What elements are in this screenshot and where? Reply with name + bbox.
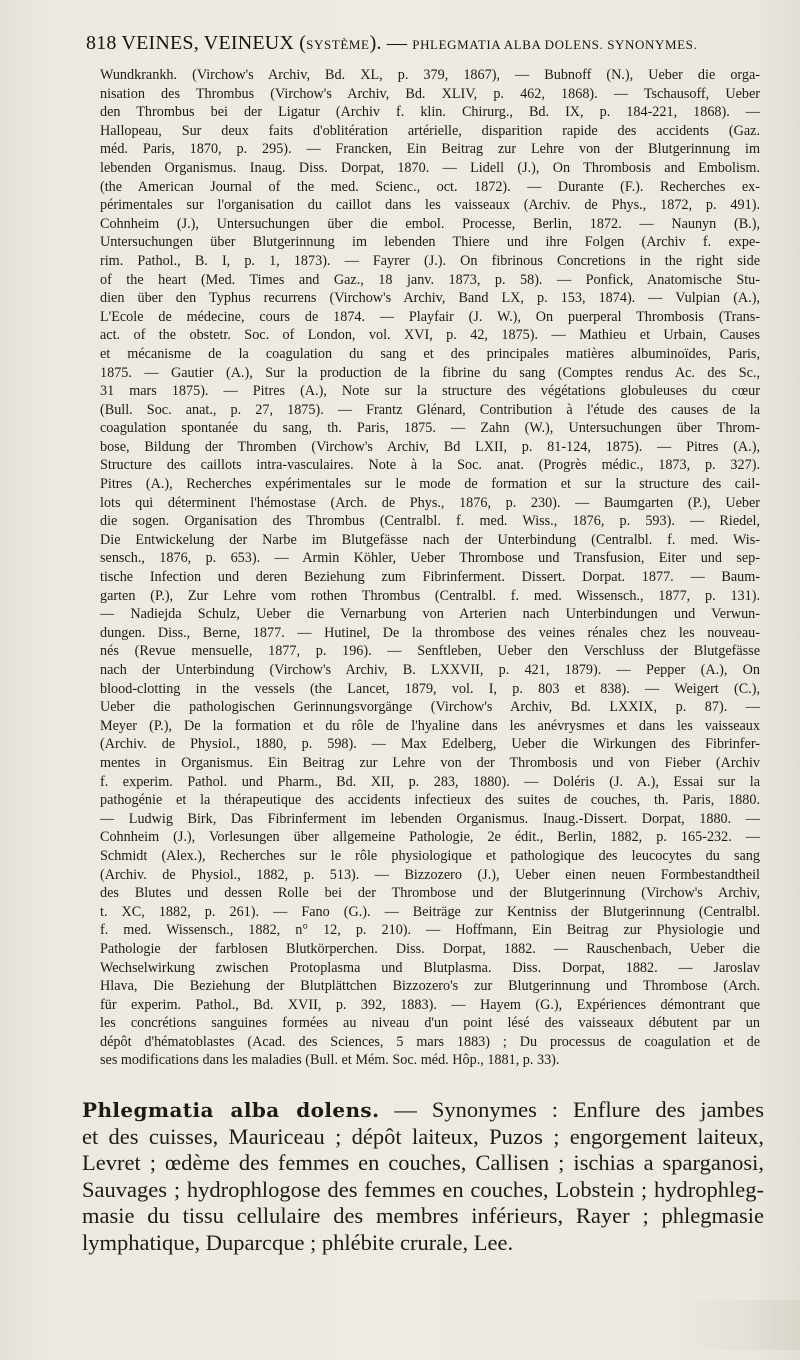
bibliography-block <box>100 66 760 1070</box>
bibliography-line: of the heart (Med. Times and Gaz., 18 janv. 1873, p. 58). — Ponfick, Anatomische Stu- <box>100 271 760 288</box>
bibliography-line: sensch., 1876, p. 653). — Armin Köhler, Ueber Thrombose und Transfusion, Eiter und sep- <box>100 550 760 567</box>
bibliography-line: tische Infection und deren Beziehung zum Fibrinferment. Dissert. Dorpat. 1877. — Baum- <box>100 569 760 586</box>
bibliography-line: (Archiv. de Physiol., 1880, p. 598). — Max Edelberg, Ueber die Wirkungen des Fibrinfer- <box>100 736 760 753</box>
bibliography-line: et mécanisme de la coagulation du sang et des principales matières albuminoïdes, Paris, <box>100 345 760 362</box>
bibliography-line: act. of the obstetr. Soc. of London, vol. XVI, p. 42, 1875). — Mathieu et Urbain, Causes <box>100 327 760 344</box>
bibliography-line: t. XC, 1882, p. 261). — Fano (G.). — Beiträge zur Kentniss der Blutgerinnung (Centralbl. <box>100 903 760 920</box>
synonyms-line: masie du tissu cellulaire des membres inférieurs, Rayer ; phlegmasie <box>82 1203 764 1229</box>
synonyms-line: et des cuisses, Mauriceau ; dépôt laiteux, Puzos ; engorgement laiteux, <box>82 1123 764 1149</box>
bibliography-line: 1875. — Gautier (A.), Sur la production de la fibrine du sang (Comptes rendus Ac. des Sc., <box>100 364 760 381</box>
running-header <box>86 32 766 55</box>
bibliography-line: dungen. Diss., Berne, 1877. — Hutinel, De la thrombose des veines rénales chez les nouveau- <box>100 624 760 641</box>
bibliography-line: Hlava, Die Beziehung der Blutplättchen Bizzozero's zur Blutgerinnung und Thrombose (Arch. <box>100 978 760 995</box>
bibliography-line: (Archiv. de Physiol., 1882, p. 513). — Bizzozero (J.), Ueber einen neuen Formbestandtheil <box>100 866 760 883</box>
bibliography-line: Wechselwirkung zwischen Protoplasma und Blutplasma. Diss. Dorpat, 1882. — Jaroslav <box>100 959 760 976</box>
bibliography-line: les concrétions sanguines formées au niveau d'un point lésé des vaisseaux débutent par un <box>100 1015 760 1032</box>
bibliography-line: garten (P.), Zur Lehre vom rothen Thrombus (Centralbl. f. med. Wissensch., 1877, p. 131). <box>100 587 760 604</box>
bibliography-line: Hallopeau, Sur deux faits d'oblitération artérielle, disparition rapide des accidents (Gaz. <box>100 122 760 139</box>
bibliography-line: dépôt d'hématoblastes (Acad. des Sciences, 5 mars 1883) ; Du processus de coagulation et de <box>100 1033 760 1050</box>
bibliography-line: Cohnheim (J.), Untersuchungen über die embol. Processe, Berlin, 1872. — Naunyn (B.), <box>100 215 760 232</box>
bibliography-line: — Ludwig Birk, Das Fibrinferment im lebenden Organismus. Inaug.-Dissert. Dorpat, 1880. — <box>100 810 760 827</box>
bibliography-line: L'Ecole de médecine, cours de 1874. — Playfair (J. W.), On puerperal Thrombosis (Trans- <box>100 308 760 325</box>
bibliography-line: — Nadiejda Schulz, Ueber die Vernarbung von Arterien nach Unterbindungen und Verwun- <box>100 606 760 623</box>
synonyms-text: — Synonymes : Enflure des jambes <box>379 1097 764 1122</box>
header-title-right: PHLEGMATIA ALBA DOLENS. SYNONYMES. <box>412 37 698 52</box>
bibliography-line: Pitres (A.), Recherches expérimentales sur le mode de formation et sur la structure des cail- <box>100 476 760 493</box>
bibliography-line: nés (Revue mensuelle, 1877, p. 196). — Senftleben, Ueber den Verschluss der Blutgefässe <box>100 643 760 660</box>
bibliography-line: Die Entwickelung der Narbe im Blutgefässe nach der Unterbindung (Centralbl. f. med. Wis- <box>100 531 760 548</box>
bibliography-line: für experim. Pathol., Bd. XVII, p. 392, 1883). — Hayem (G.), Expériences démontrant que <box>100 996 760 1013</box>
bibliography-line: nach der Unterbindung (Virchow's Archiv, B. LXXVII, p. 421, 1879). — Pepper (A.), On <box>100 662 760 678</box>
bibliography-line: rim. Pathol., B. I, p. 1, 1873). — Fayrer (J.). On fibrinous Concretions in the right side <box>100 252 760 269</box>
bibliography-line: 31 mars 1875). — Pitres (A.), Note sur la structure des végétations globuleuses du cœur <box>100 383 760 400</box>
page-edge-shading <box>680 1300 800 1350</box>
bibliography-line: Schmidt (Alex.), Recherches sur le rôle physiologique et pathologique des leucocytes du sang <box>100 847 760 864</box>
bibliography-line: lebenden Organismus. Inaug. Diss. Dorpat, 1870. — Lidell (J.), On Thrombosis and Embolism. <box>100 159 760 176</box>
page-number: 818 <box>86 32 117 54</box>
bibliography-line: des Blutes und dessen Rolle bei der Thrombose und der Blutgerinnung (Virchow's Archiv, <box>100 885 760 902</box>
bibliography-line: (the American Journal of the med. Scienc., oct. 1872). — Durante (F.). Recherches ex- <box>100 178 760 195</box>
synonyms-paragraph <box>82 1097 764 1257</box>
bibliography-line: nisation des Thrombus (Virchow's Archiv, Bd. XLIV, p. 462, 1868). — Tschausoff, Ueber <box>100 85 760 102</box>
synonyms-line <box>82 1097 764 1124</box>
bibliography-line: blood-clotting in the vessels (the Lancet, 1879, vol. I, p. 803 et 838). — Weigert (C.), <box>100 680 760 697</box>
bibliography-line: pathogénie et la thérapeutique des accidents infectieux des suites de couches, th. Paris, 1880. <box>100 792 760 809</box>
header-title-sep: ). — <box>369 32 413 54</box>
bibliography-line: den Thrombus bei der Ligatur (Archiv f. klin. Chirurg., Bd. IX, p. 184-221, 1868). — <box>100 104 760 121</box>
bibliography-line: bose, Bildung der Thromben (Virchow's Archiv, Bd LXII, p. 81-124, 1875). — Pitres (A.), <box>100 438 760 455</box>
bibliography-line: (Bull. Soc. anat., p. 27, 1875). — Frantz Glénard, Contribution à l'étude des causes de la <box>100 401 760 418</box>
bibliography-line: f. med. Wissensch., 1882, n° 12, p. 210). — Hoffmann, Ein Beitrag zur Physiologie und <box>100 922 760 939</box>
bibliography-line: Structure des caillots intra-vasculaires. Note à la Soc. anat. (Progrès médic., 1873, p. 327). <box>100 457 760 474</box>
bibliography-line: méd. Paris, 1870, p. 295). — Francken, Ein Beitrag zur Lehre von der Blutgerinnung im <box>100 141 760 158</box>
bibliography-line: ses modifications dans les maladies (Bull. et Mém. Soc. méd. Hôp., 1881, p. 33). <box>100 1052 560 1069</box>
header-title-system: SYSTÈME <box>306 37 370 52</box>
bibliography-line: Pathologie der farblosen Blutkörperchen. Diss. Dorpat, 1882. — Rauschenbach, Ueber die <box>100 940 760 957</box>
header-title-left: VEINES, VEINEUX ( <box>121 32 307 54</box>
synonyms-line: lymphatique, Duparcque ; phlébite crurale, Lee. <box>82 1229 514 1255</box>
bibliography-line: Untersuchungen über Blutgerinnung im lebenden Thiere und ihre Folgen (Archiv f. expe- <box>100 234 760 251</box>
bibliography-line: périmentales sur l'organisation du caillot dans les vaisseaux (Archiv. de Phys., 1872, p. 491). <box>100 197 760 214</box>
bibliography-line: dien über den Typhus recurrens (Virchow's Archiv, Band LX, p. 153, 1874). — Vulpian (A.), <box>100 290 760 307</box>
bibliography-line: Ueber die pathologischen Gerinnungsvorgänge (Virchow's Archiv, Bd. LXXIX, p. 87). — <box>100 699 760 716</box>
bibliography-line: lots qui déterminent l'hémostase (Arch. de Phys., 1876, p. 230). — Baumgarten (P.), Ueber <box>100 494 760 511</box>
bibliography-line: die sogen. Organisation des Thrombus (Centralbl. f. med. Wiss., 1876, p. 593). — Riedel, <box>100 513 760 530</box>
bibliography-line: mentes in Organismus. Ein Beitrag zur Lehre von der Thrombosis und von Fieber (Archiv <box>100 754 760 771</box>
bibliography-line: Cohnheim (J.), Vorlesungen über allgemeine Pathologie, 2e édit., Berlin, 1882, p. 165-232. — <box>100 829 760 846</box>
bibliography-line: Meyer (P.), De la formation et du rôle de l'hyaline dans les anévrysmes et dans les vaisseaux <box>100 717 760 734</box>
bibliography-line: Wundkrankh. (Virchow's Archiv, Bd. XL, p. 379, 1867), — Bubnoff (N.), Ueber die orga- <box>100 67 760 83</box>
synonyms-line: Levret ; œdème des femmes en couches, Callisen ; ischias a sparganosi, <box>82 1150 764 1176</box>
bibliography-line: f. experim. Pathol. und Pharm., Bd. XII, p. 283, 1880). — Doléris (J. A.), Essai sur la <box>100 773 760 790</box>
synonyms-line: Sauvages ; hydrophlogose des femmes en couches, Lobstein ; hydrophleg- <box>82 1176 764 1202</box>
synonyms-title: Phlegmatia alba dolens. <box>82 1098 380 1122</box>
bibliography-line: coagulation spontanée du sang, th. Paris, 1875. — Zahn (W.), Untersuchungen über Throm- <box>100 420 760 437</box>
